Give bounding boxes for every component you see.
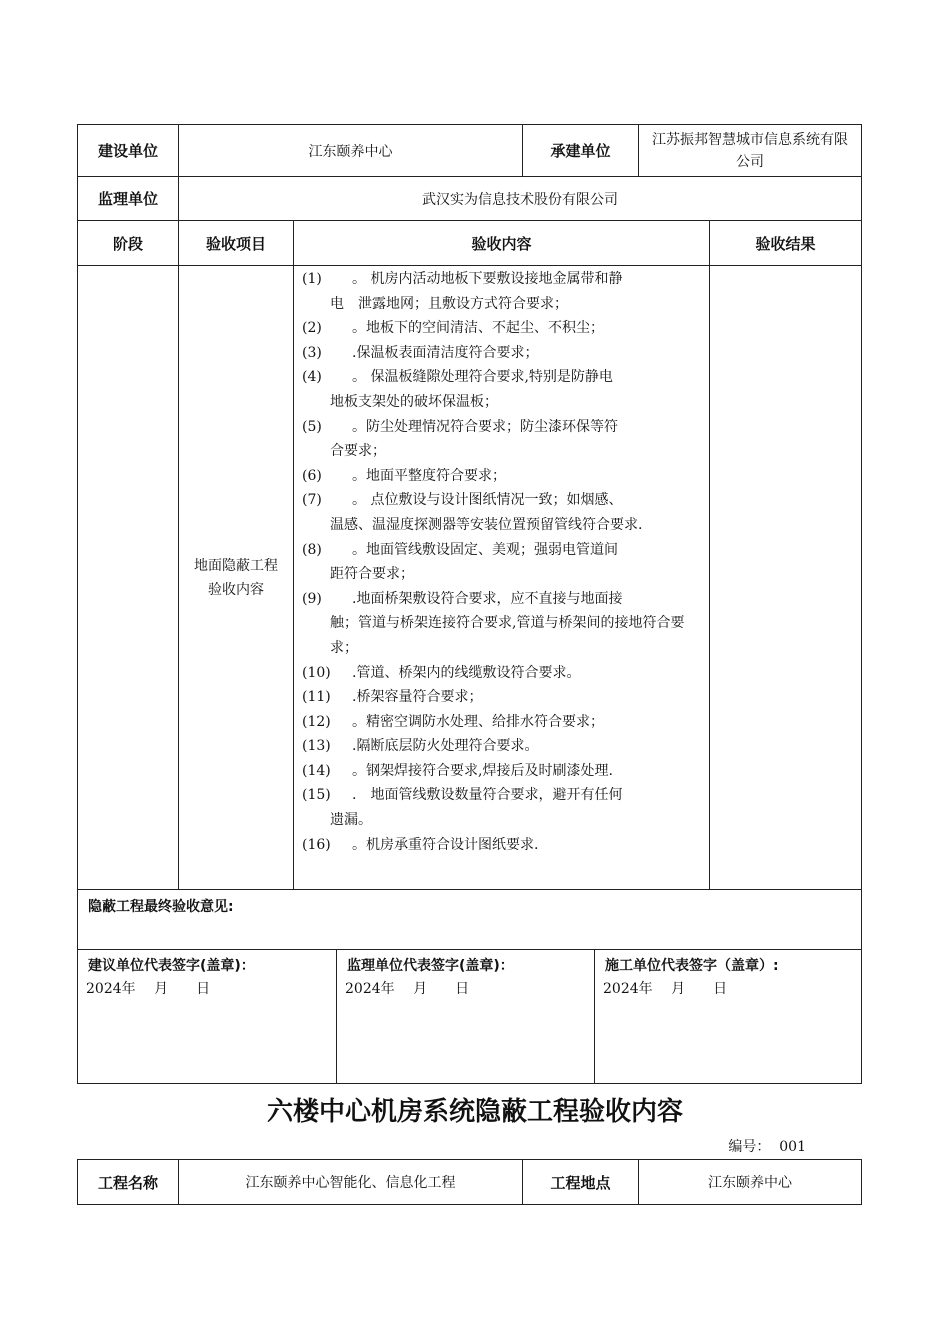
- inspection-item-first-line: 。 机房内活动地板下要敷设接地金属带和静: [352, 271, 623, 287]
- inspection-item: [294, 685, 701, 710]
- inspection-item-first-line: 。地板下的空间清洁、不起尘、不积尘；: [352, 320, 604, 337]
- inspection-item-number: (2): [302, 320, 322, 337]
- inspection-item: [294, 538, 701, 587]
- inspection-item: [294, 833, 701, 858]
- inspection-item-first-line: .隔断底层防火处理符合要求。: [352, 738, 539, 755]
- inspection-item-text: [352, 316, 701, 341]
- signature-cell-construction: [594, 949, 862, 1084]
- inspection-item: [294, 710, 701, 735]
- inspection-item-first-line: .管道、桥架内的线缆敷设符合要求。: [352, 664, 581, 681]
- page-title: 六楼中心机房系统隐蔽工程验收内容: [266, 1097, 683, 1127]
- inspection-item-text: [330, 488, 701, 537]
- header-content: 验收内容: [293, 220, 710, 266]
- project-name-cell: 地面隐蔽工程验收内容: [178, 265, 294, 890]
- serial-number: 编号： 001: [728, 1139, 806, 1155]
- build-unit-value: 江东颐养中心: [178, 124, 523, 177]
- inspection-item-number: (12): [302, 713, 331, 730]
- inspection-item-number: (11): [302, 689, 331, 706]
- inspection-item-number: (1): [302, 271, 322, 287]
- signature-cell-supervisor: [336, 949, 595, 1084]
- inspection-item-number: (6): [302, 467, 322, 484]
- inspection-item: [294, 464, 701, 489]
- header-stage: 阶段: [77, 220, 179, 266]
- inspection-item-text: [352, 685, 701, 710]
- inspection-item-first-line: 。机房承重符合设计图纸要求.: [352, 836, 539, 853]
- inspection-item: [294, 783, 701, 832]
- inspection-item-first-line: 。防尘处理情况符合要求；防尘漆环保等符: [352, 418, 618, 435]
- signature-date-supervisor: 2024年 月 日: [345, 981, 470, 997]
- inspection-item-text: [330, 587, 701, 661]
- inspection-item-text: [330, 538, 701, 587]
- inspection-item-text: [352, 759, 701, 784]
- inspection-item-text: [352, 661, 701, 686]
- inspection-item: [294, 587, 701, 661]
- inspection-item: [294, 267, 701, 316]
- inspection-item-number: (9): [302, 590, 322, 607]
- inspection-item-first-line: 。地面平整度符合要求；: [352, 467, 506, 484]
- project-location-value: 江东颐养中心: [638, 1159, 862, 1205]
- signature-cell-build: [77, 949, 337, 1084]
- inspection-item-text: [352, 833, 701, 858]
- inspection-items-list: [294, 267, 701, 857]
- inspection-item: [294, 759, 701, 784]
- supervisor-value: 武汉实为信息技术股份有限公司: [178, 176, 862, 221]
- inspection-item-number: (7): [302, 492, 322, 509]
- project-name-value: 江东颐养中心智能化、信息化工程: [178, 1159, 523, 1205]
- inspection-item-continuation: 温感、温湿度探测器等安装位置预留管线符合要求.: [330, 516, 643, 533]
- signature-date-build: 2024年 月 日: [86, 981, 211, 997]
- inspection-item-first-line: 。 保温板缝隙处理符合要求,特别是防静电: [352, 369, 613, 386]
- inspection-item-first-line: 。地面管线敷设固定、美观；强弱电管道间: [352, 541, 618, 558]
- final-opinion-label: 隐蔽工程最终验收意见:: [88, 899, 234, 915]
- inspection-item-continuation: 电 泄露地网；且敷设方式符合要求；: [330, 295, 568, 312]
- inspection-item-first-line: .保温板表面清洁度符合要求；: [352, 344, 539, 361]
- stage-cell: [77, 265, 179, 890]
- inspection-item: [294, 316, 701, 341]
- inspection-item-text: [330, 267, 701, 316]
- inspection-item-first-line: . 地面管线敷设数量符合要求，避开有任何: [352, 787, 623, 804]
- header-result: 验收结果: [709, 220, 862, 266]
- signature-date-construction: 2024年 月 日: [603, 981, 728, 997]
- inspection-item-number: (10): [302, 664, 331, 681]
- inspection-item-first-line: .桥架容量符合要求；: [352, 689, 483, 706]
- inspection-item-first-line: .地面桥架敷设符合要求，应不直接与地面接: [352, 590, 623, 607]
- result-cell: [709, 265, 862, 890]
- inspection-item-text: [352, 341, 701, 366]
- inspection-item-text: [352, 734, 701, 759]
- inspection-item-number: (15): [302, 787, 331, 804]
- build-unit-label: 建设单位: [77, 124, 179, 177]
- signature-label-build: 建议单位代表签字(盖章)：: [88, 958, 255, 974]
- inspection-item: [294, 341, 701, 366]
- contractor-label: 承建单位: [522, 124, 639, 177]
- inspection-item-number: (14): [302, 762, 331, 779]
- inspection-item-continuation: 距符合要求；: [330, 566, 414, 583]
- inspection-item-continuation: 地板支架处的破坏保温板；: [330, 393, 498, 410]
- inspection-item: [294, 661, 701, 686]
- supervisor-label: 监理单位: [77, 176, 179, 221]
- inspection-item-continuation: 合要求；: [330, 443, 386, 460]
- inspection-item: [294, 365, 701, 414]
- inspection-item-first-line: 。 点位敷设与设计图纸情况一致；如烟感、: [352, 492, 623, 509]
- inspection-item: [294, 488, 701, 537]
- inspection-item-number: (13): [302, 738, 331, 755]
- project-name-label: 工程名称: [77, 1159, 179, 1205]
- signature-label-construction: 施工单位代表签字（盖章）:: [605, 958, 779, 974]
- inspection-item-text: [330, 783, 701, 832]
- signature-label-supervisor: 监理单位代表签字(盖章)：: [347, 958, 514, 974]
- inspection-item-text: [352, 710, 701, 735]
- header-project: 验收项目: [178, 220, 294, 266]
- inspection-item-number: (3): [302, 344, 322, 361]
- inspection-item-text: [352, 464, 701, 489]
- inspection-item: [294, 415, 701, 464]
- inspection-item-text: [330, 415, 701, 464]
- inspection-item-number: (5): [302, 418, 322, 435]
- inspection-item-first-line: 。钢架焊接符合要求,焊接后及时刷漆处理.: [352, 762, 613, 779]
- inspection-item-continuation: 触；管道与桥架连接符合要求,管道与桥架间的接地符合要求；: [330, 615, 685, 656]
- content-cell: [293, 265, 710, 890]
- final-opinion-cell: [77, 889, 862, 950]
- inspection-item-number: (8): [302, 541, 322, 558]
- inspection-item-number: (4): [302, 369, 322, 386]
- inspection-item-number: (16): [302, 836, 331, 853]
- contractor-value: 江苏振邦智慧城市信息系统有限公司: [638, 124, 862, 177]
- project-location-label: 工程地点: [522, 1159, 639, 1205]
- inspection-item-text: [330, 365, 701, 414]
- inspection-item-first-line: 。精密空调防水处理、给排水符合要求；: [352, 713, 604, 730]
- inspection-item: [294, 734, 701, 759]
- inspection-item-continuation: 遗漏。: [330, 812, 372, 829]
